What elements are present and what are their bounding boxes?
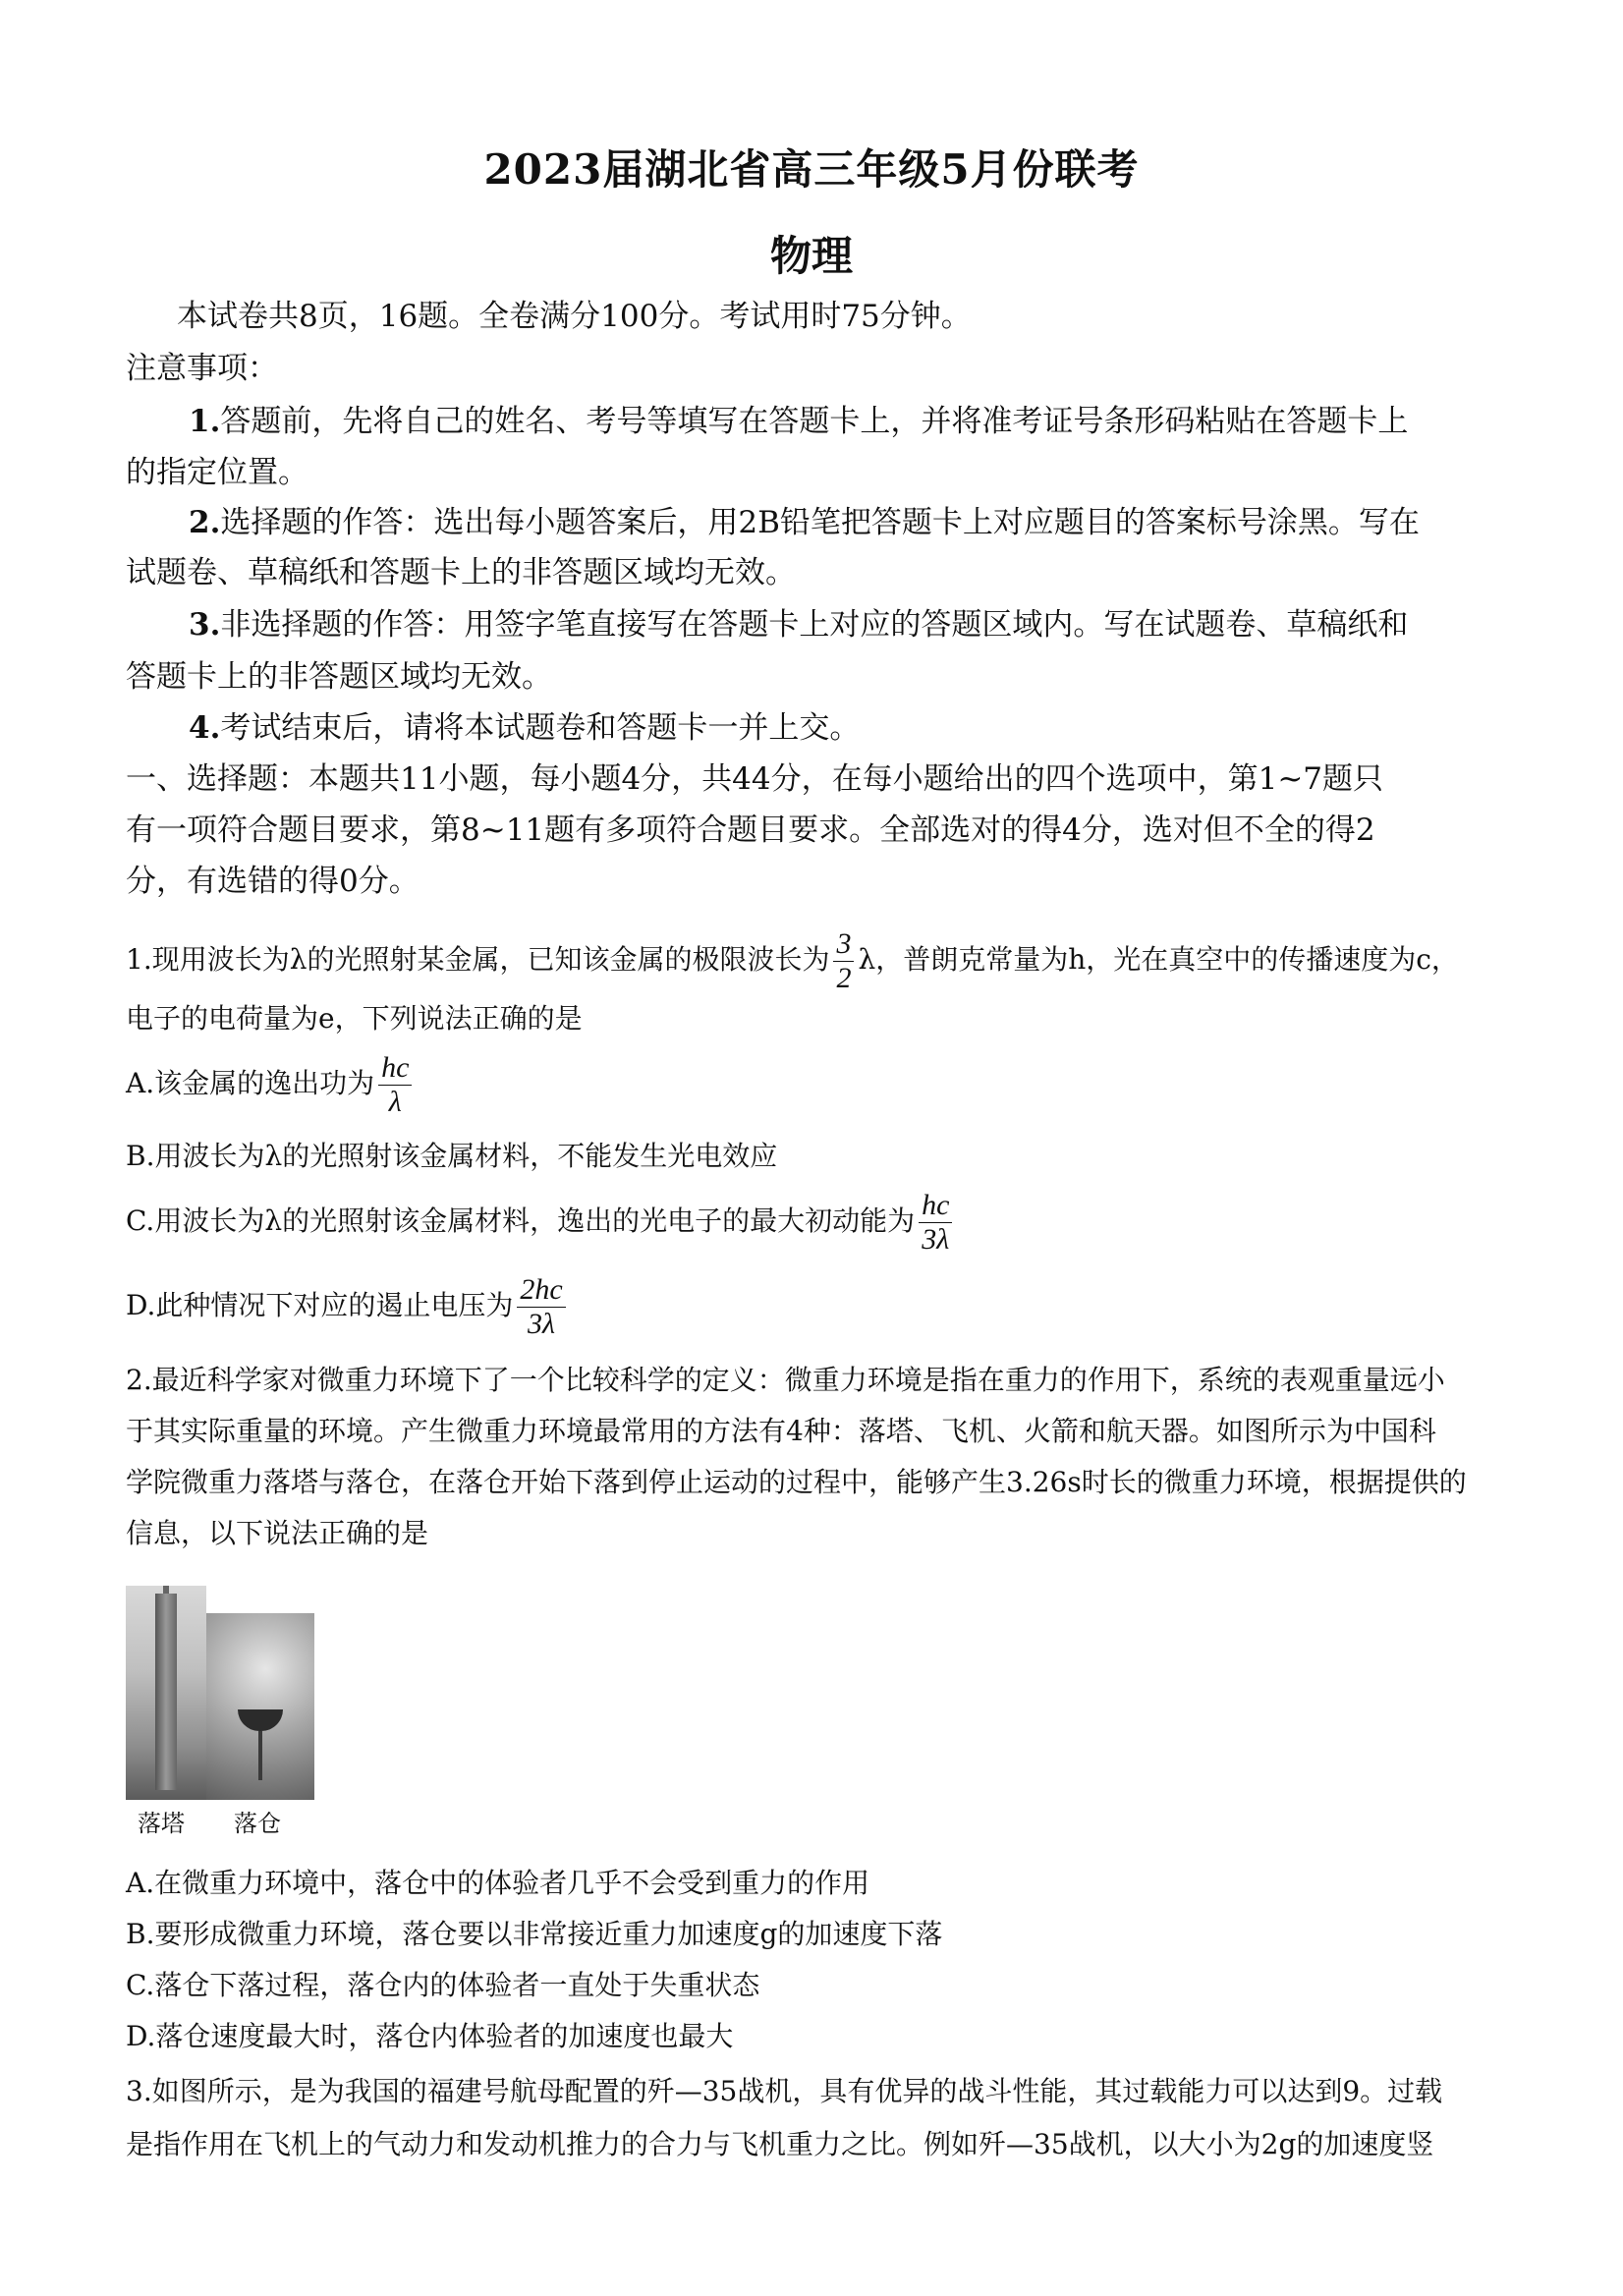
q2-line2: 于其实际重量的环境。产生微重力环境最常用的方法有4种：落塔、飞机、火箭和航天器。如图所示为中国科 [126, 1415, 1436, 1447]
notice-3-text: 非选择题的作答：用签字笔直接写在答题卡上对应的答题区域内。写在试题卷、草稿纸和 [220, 607, 1409, 643]
q2-option-b: B.要形成微重力环境，落仓要以非常接近重力加速度g的加速度下落 [126, 1918, 943, 1950]
notice-4-num: 4. [189, 710, 221, 746]
q1-option-c-text: C.用波长为λ的光照射该金属材料，逸出的光电子的最大初动能为 [126, 1204, 916, 1237]
q2-line3: 学院微重力落塔与落仓，在落仓开始下落到停止运动的过程中，能够产生3.26s时长的微重力环境，根据提供的 [126, 1466, 1467, 1498]
drop-tower-figure [126, 1586, 314, 1837]
section1-line3: 分，有选错的得0分。 [126, 864, 420, 899]
q1-frac-den: 2 [836, 962, 852, 994]
notice-3-cont: 答题卡上的非答题区域均无效。 [126, 659, 552, 695]
q2-option-d: D.落仓速度最大时，落仓内体验者的加速度也最大 [126, 2020, 734, 2052]
q1-stem-b: λ，普朗克常量为h，光在真空中的传播速度为c， [858, 943, 1459, 976]
q1-option-c-num: hc [919, 1189, 952, 1223]
q1-option-a-text: A.该金属的逸出功为 [126, 1067, 375, 1099]
notice-4-text: 考试结束后，请将本试题卷和答题卡一并上交。 [220, 710, 861, 746]
q1-option-a [126, 1051, 1511, 1119]
q3-line2: 是指作用在飞机上的气动力和发动机推力的合力与飞机重力之比。例如歼—35战机，以大小为2g的加速度竖 [126, 2128, 1434, 2160]
q1-stem [126, 927, 1511, 995]
subject-title: 物理 [769, 232, 853, 280]
notice-1-num: 1. [189, 404, 221, 439]
q1-frac-num: 3 [833, 927, 854, 962]
q1-option-a-num: hc [378, 1051, 412, 1086]
q3-line1: 3.如图所示，是为我国的福建号航母配置的歼—35战机，具有优异的战斗性能，其过载能力可以达到9。过载 [126, 2075, 1443, 2107]
q1-option-d-text: D.此种情况下对应的遏止电压为 [126, 1289, 514, 1321]
q2-line1: 2.最近科学家对微重力环境下了一个比较科学的定义：微重力环境是指在重力的作用下，系统的表观重量远小 [126, 1364, 1445, 1396]
q1-option-c-fraction [919, 1189, 952, 1257]
q1-stem-c: 电子的电荷量为e，下列说法正确的是 [126, 1002, 583, 1035]
tower-shaft-shape [155, 1594, 177, 1790]
notice-3-num: 3. [189, 607, 221, 643]
capsule-bowl-shape [238, 1709, 283, 1731]
q1-option-d-fraction [517, 1273, 565, 1341]
notice-2-text: 选择题的作答：选出每小题答案后，用2B铅笔把答题卡上对应题目的答案标号涂黑。写在 [220, 505, 1420, 540]
q1-option-a-fraction [378, 1051, 412, 1119]
capsule-stem-shape [258, 1731, 262, 1780]
q2-option-c: C.落仓下落过程，落仓内的体验者一直处于失重状态 [126, 1969, 760, 2001]
exam-info: 本试卷共8页，16题。全卷满分100分。考试用时75分钟。 [177, 299, 972, 334]
q1-option-b: B.用波长为λ的光照射该金属材料，不能发生光电效应 [126, 1140, 778, 1172]
q1-option-d-num: 2hc [517, 1273, 565, 1308]
q1-option-d-den: 3λ [528, 1308, 556, 1340]
q1-option-a-den: λ [388, 1086, 402, 1118]
notice-3 [189, 608, 1574, 642]
q1-fraction [833, 927, 854, 995]
notice-1 [189, 405, 1574, 438]
drop-tower-photo [126, 1586, 206, 1800]
notice-1-text: 答题前，先将自己的姓名、考号等填写在答题卡上，并将准考证号条形码粘贴在答题卡上 [220, 404, 1409, 439]
notice-2-num: 2. [189, 505, 221, 540]
notice-4 [189, 711, 1574, 745]
figure-label-capsule: 落仓 [234, 1810, 281, 1837]
q1-stem-a: 1.现用波长为λ的光照射某金属，已知该金属的极限波长为 [126, 943, 830, 976]
notice-heading: 注意事项： [126, 351, 278, 386]
notice-2-cont: 试题卷、草稿纸和答题卡上的非答题区域均无效。 [126, 555, 796, 590]
figure-label-tower: 落塔 [138, 1810, 185, 1837]
section1-line2: 有一项符合题目要求，第8~11题有多项符合题目要求。全部选对的得4分，选对但不全的得2 [126, 812, 1375, 848]
q1-option-c [126, 1189, 1511, 1257]
exam-title: 2023届湖北省高三年级5月份联考 [483, 145, 1140, 194]
section1-line1: 一、选择题：本题共11小题，每小题4分，共44分，在每小题给出的四个选项中，第1~7题只 [126, 761, 1384, 797]
notice-2 [189, 506, 1574, 539]
notice-1-cont: 的指定位置。 [126, 455, 308, 490]
q2-line4: 信息，以下说法正确的是 [126, 1517, 429, 1549]
drop-capsule-photo [206, 1613, 314, 1800]
q2-option-a: A.在微重力环境中，落仓中的体验者几乎不会受到重力的作用 [126, 1867, 870, 1899]
q1-option-c-den: 3λ [922, 1223, 950, 1256]
q1-option-d [126, 1273, 1511, 1341]
